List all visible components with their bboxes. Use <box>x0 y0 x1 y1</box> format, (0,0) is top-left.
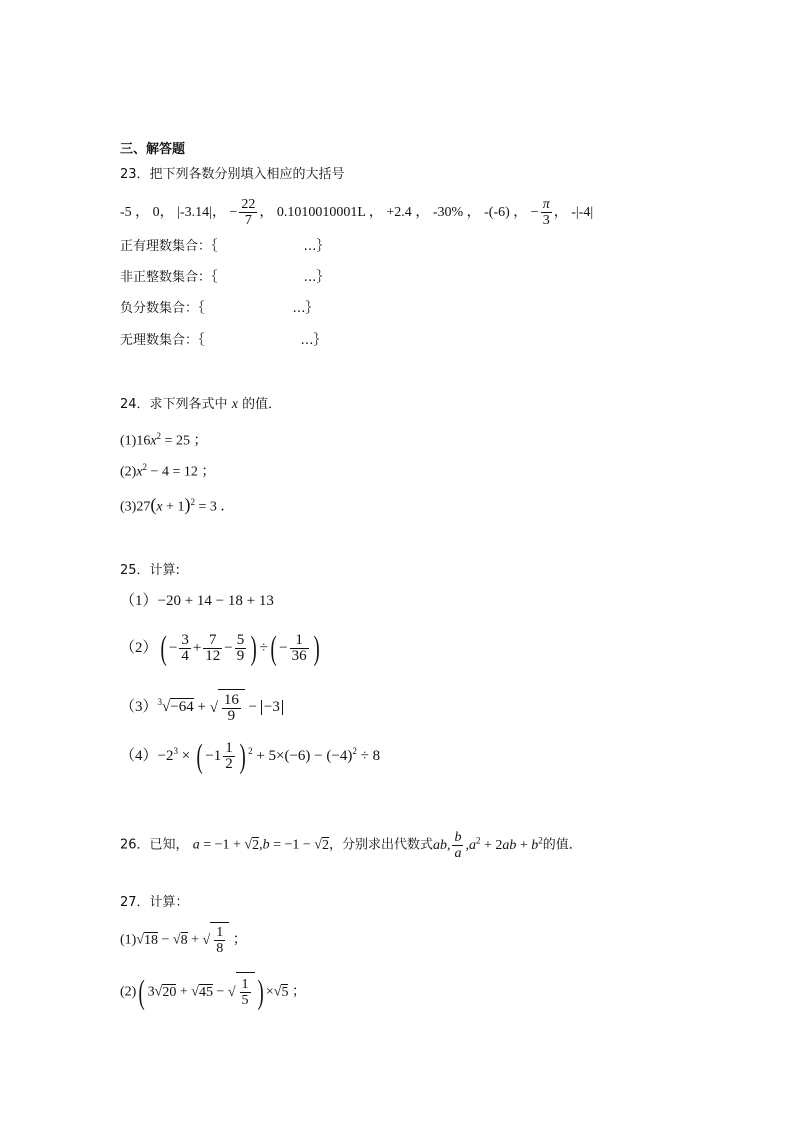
set-label: 正有理数集合：｛ <box>120 239 218 254</box>
q23-item: -5 <box>120 205 132 220</box>
q23-number-list: -5 ， 0， |-3.14|， − $\frac{22}{7}$ ， 0.1010010001L ， +2.4 ， -30% ， -(-6) ， − $\frac{\pi}{3}$ ， -|-4| <box>120 197 594 229</box>
q23-item: 0 <box>152 205 160 220</box>
q23-item: 0.1010010001L <box>276 205 366 220</box>
q25-part-1: （1）−20 + 14 − 18 + 13 <box>120 593 274 609</box>
q23-item: -(-6) <box>484 205 510 220</box>
q23-set-nonpositive-integer <box>120 269 330 287</box>
q24-number: 24． <box>120 397 150 412</box>
q24-part-2: $(2)x^2 - 4 = 12$ ； <box>120 462 216 480</box>
q26-prompt: 已知， <box>149 837 189 853</box>
q26-given: a = −1 + √2,b = −1 − √2 <box>192 837 329 853</box>
set-end: …｝ <box>300 333 327 348</box>
q27-prompt: 计算： <box>149 895 189 910</box>
q25-part-2: （2）( − $\frac{3}{4}$ + $\frac{7}{12}$ − $\frac{5}{9}$ ) ÷( − $\frac{1}{36}$ ) <box>120 629 320 667</box>
q27-heading <box>120 894 189 912</box>
q24-heading <box>120 396 281 414</box>
q23-number: 23． <box>120 167 150 182</box>
q23-set-positive-rational <box>120 238 330 256</box>
set-label: 非正整数集合：｛ <box>120 270 218 285</box>
q25-heading <box>120 562 180 580</box>
q23-heading <box>120 166 345 184</box>
q25-prompt: 计算: <box>149 563 180 578</box>
q26-line <box>120 822 582 864</box>
q24-var: x <box>231 397 238 412</box>
q24-prompt-end: 的值． <box>242 397 282 412</box>
q27-part-2: (2)( 3√20 + √45 − √ $\frac{1}{5}$ ) ×√5 ； <box>120 972 306 1013</box>
q27-part-1: (1)√18 − √8 + √ $\frac{1}{8}$ ； <box>120 922 247 959</box>
set-end: …｝ <box>303 239 330 254</box>
q26-number: 26． <box>120 837 150 853</box>
q26-prompt-end: 的值． <box>542 837 582 853</box>
q26-prompt-mid: ，分别求出代数式 <box>328 837 433 853</box>
set-end: …｝ <box>303 270 330 285</box>
q23-item: -|-4| <box>571 205 594 220</box>
q23-item: − $\frac{\pi}{3}$ <box>530 197 550 229</box>
q25-part-3: $(3)^3√-64$ + √ $\frac{16}{9}$ − −3 <box>120 684 283 726</box>
q27-number: 27． <box>120 895 150 910</box>
q23-set-irrational <box>120 332 327 350</box>
q23-prompt: 把下列各数分别填入相应的大括号 <box>149 167 345 182</box>
q23-set-negative-fraction <box>120 300 319 318</box>
set-label: 无理数集合：｛ <box>120 333 205 348</box>
q26-exprs: ab, $\frac{b}{a}$ $,a^2 + 2ab + b^2$ <box>432 829 543 861</box>
q23-item: − $\frac{22}{7}$ <box>229 197 256 229</box>
q25-part-4: $(4)-2^3$ × ( −1 $\frac{1}{2}$ ) $^2 + 5\times(-6) - (-4)^2 \div 8$ <box>120 737 381 775</box>
q23-item: -30% <box>432 205 464 220</box>
q24-part-3: $(3)27(x + 1)^2 = 3$ ． <box>120 494 235 515</box>
set-end: …｝ <box>292 301 319 316</box>
q23-item: +2.4 <box>386 205 412 220</box>
q23-item: |-3.14| <box>177 205 212 220</box>
q24-part-1: $(1)16x^2 = 25$ ； <box>120 431 208 449</box>
section-title: 三、解答题 <box>120 142 186 157</box>
q24-prompt: 求下列各式中 <box>149 397 228 412</box>
q25-number: 25． <box>120 563 150 578</box>
set-label: 负分数集合：｛ <box>120 301 205 316</box>
